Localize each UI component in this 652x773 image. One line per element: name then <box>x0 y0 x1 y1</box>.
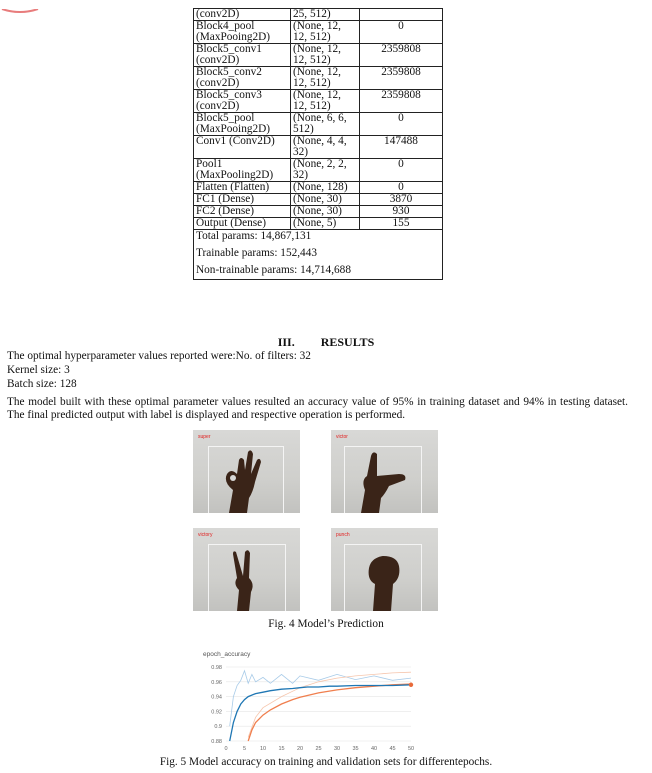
x-tick-label: 5 <box>242 746 247 752</box>
output-shape-cell: (None, 30) <box>291 194 360 206</box>
param-count-cell: 0 <box>360 182 443 194</box>
table-row <box>194 67 443 90</box>
table-row <box>194 21 443 44</box>
prediction-photo-super <box>193 430 300 513</box>
x-tick-label: 35 <box>352 746 359 752</box>
fist-icon <box>331 528 438 611</box>
total-params: Total params: 14,867,131 <box>196 230 312 242</box>
y-tick-label: 0.9 <box>214 724 222 731</box>
layer-name-cell: Conv1 (Conv2D) <box>194 136 291 159</box>
layer-name-cell: Block5_conv3 (conv2D) <box>194 90 291 113</box>
param-count-cell: 930 <box>360 206 443 218</box>
param-count-cell: 0 <box>360 21 443 44</box>
x-tick-label: 30 <box>333 746 341 752</box>
series-line-1 <box>230 671 411 727</box>
totals-cell <box>194 230 443 280</box>
table-row <box>194 194 443 206</box>
x-tick-label: 45 <box>389 746 396 752</box>
output-shape-cell: (None, 6, 6, 512) <box>291 113 360 136</box>
epoch-accuracy-chart <box>196 647 421 755</box>
section-heading <box>0 335 652 350</box>
hyperparameter-line: The optimal hyperparameter values reported were:No. of filters: 32 <box>7 350 311 362</box>
series-line-2 <box>248 684 411 741</box>
table-row <box>194 44 443 67</box>
table-row <box>194 113 443 136</box>
layer-name-cell: FC1 (Dense) <box>194 194 291 206</box>
l-hand-icon <box>331 430 438 513</box>
x-tick-label: 25 <box>315 746 322 752</box>
layer-name-cell: Block5_conv1 (conv2D) <box>194 44 291 67</box>
output-shape-cell: (None, 12, 12, 512) <box>291 44 360 67</box>
prediction-photo-punch <box>331 528 438 611</box>
y-tick-label: 0.94 <box>211 694 222 701</box>
y-tick-label: 0.98 <box>211 665 222 671</box>
x-tick-label: 0 <box>224 746 228 752</box>
model-parameters-table <box>193 8 443 280</box>
prediction-label: super <box>198 434 211 440</box>
table-row <box>194 182 443 194</box>
figure-4-caption: Fig. 4 Model’s Prediction <box>268 618 384 630</box>
layer-name-cell: Flatten (Flatten) <box>194 182 291 194</box>
param-count-cell: 3870 <box>360 194 443 206</box>
x-tick-label: 15 <box>278 746 285 752</box>
prediction-label: victor <box>336 434 348 440</box>
prediction-photo-victor <box>331 430 438 513</box>
chart-title: epoch_accuracy <box>203 651 251 658</box>
output-shape-cell: (None, 2, 2, 32) <box>291 159 360 182</box>
output-shape-cell: 25, 512) <box>291 9 360 21</box>
trainable-params: Trainable params: 152,443 <box>196 247 318 259</box>
param-count-cell: 2359808 <box>360 44 443 67</box>
section-number: III. <box>277 335 295 349</box>
output-shape-cell: (None, 12, 12, 512) <box>291 67 360 90</box>
param-count-cell <box>360 9 443 21</box>
layer-name-cell: Block5_conv2 (conv2D) <box>194 67 291 90</box>
prediction-photo-victory <box>193 528 300 611</box>
series-end-marker <box>409 683 413 687</box>
y-tick-label: 0.88 <box>211 739 222 745</box>
logo-mark <box>0 0 40 4</box>
section-title: RESULTS <box>320 335 375 349</box>
layer-name-cell: Pool1 (MaxPooling2D) <box>194 159 291 182</box>
table-row <box>194 9 443 21</box>
param-count-cell: 0 <box>360 113 443 136</box>
x-tick-label: 10 <box>259 746 267 752</box>
table-row <box>194 206 443 218</box>
output-shape-cell: (None, 12, 12, 512) <box>291 90 360 113</box>
layer-name-cell: Block5_pool (MaxPooing2D) <box>194 113 291 136</box>
output-shape-cell: (None, 5) <box>291 218 360 230</box>
figure-5-caption: Fig. 5 Model accuracy on training and validation sets for differentepochs. <box>159 756 493 768</box>
kernel-size-line: Kernel size: 3 <box>7 364 70 376</box>
x-tick-label: 40 <box>370 746 378 752</box>
table-row <box>194 90 443 113</box>
totals-row <box>194 230 443 280</box>
x-tick-label: 20 <box>296 746 304 752</box>
table-row <box>194 136 443 159</box>
y-tick-label: 0.96 <box>211 679 222 686</box>
output-shape-cell: (None, 128) <box>291 182 360 194</box>
param-count-cell: 147488 <box>360 136 443 159</box>
layer-name-cell: (conv2D) <box>194 9 291 21</box>
param-count-cell: 155 <box>360 218 443 230</box>
layer-name-cell: FC2 (Dense) <box>194 206 291 218</box>
y-tick-label: 0.92 <box>211 709 222 716</box>
param-count-cell: 0 <box>360 159 443 182</box>
param-count-cell: 2359808 <box>360 67 443 90</box>
output-shape-cell: (None, 12, 12, 512) <box>291 21 360 44</box>
table-row <box>194 218 443 230</box>
param-count-cell: 2359808 <box>360 90 443 113</box>
prediction-label: victory <box>198 532 213 538</box>
ok-hand-icon <box>193 430 300 513</box>
prediction-label: punch <box>336 532 350 538</box>
victory-hand-icon <box>193 528 300 611</box>
x-tick-label: 50 <box>407 746 415 752</box>
results-paragraph: The model built with these optimal parameter values resulted an accuracy value of 95% in training dataset and 94% in testing dataset. The final predicted output with label is displayed and respective operation is performed. <box>7 396 628 421</box>
table-row <box>194 159 443 182</box>
output-shape-cell: (None, 30) <box>291 206 360 218</box>
batch-size-line: Batch size: 128 <box>7 378 77 390</box>
layer-name-cell: Output (Dense) <box>194 218 291 230</box>
non-trainable-params: Non-trainable params: 14,714,688 <box>196 264 351 276</box>
output-shape-cell: (None, 4, 4, 32) <box>291 136 360 159</box>
layer-name-cell: Block4_pool (MaxPooing2D) <box>194 21 291 44</box>
